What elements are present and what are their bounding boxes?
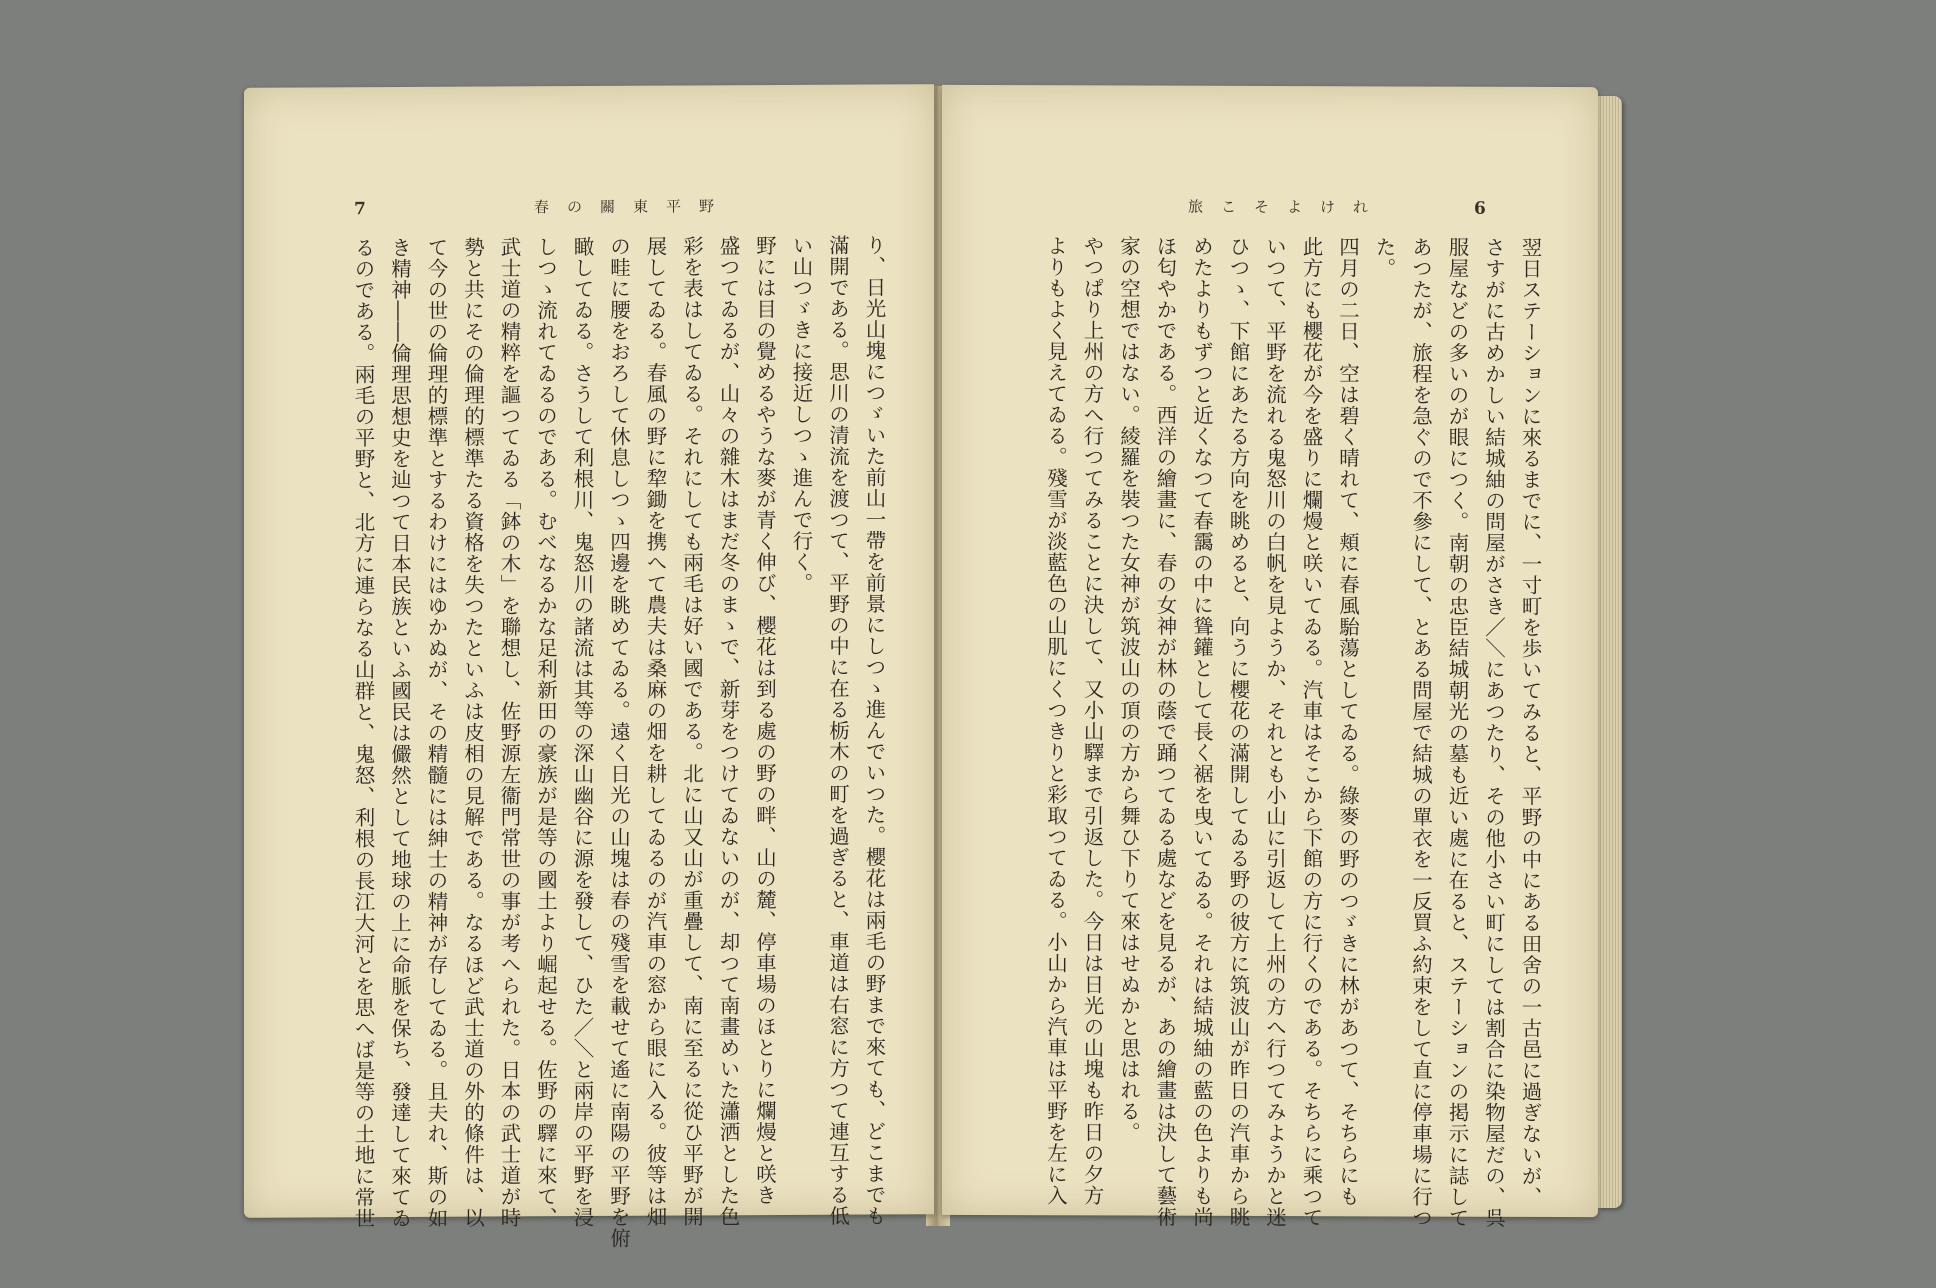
text-line: 滿開である。思川の清流を渡つて、平野の中に在る栃木の町を過ぎると、車道は右窓に方つて連互する低 [825, 234, 850, 1227]
text-line: 家の空想ではない。綾羅を裝つた女神が筑波山の頂の方から舞ひ下りて來はせぬかと思はれる。 [1116, 235, 1141, 1143]
text-line: き精神――倫理思想史を辿つて日本民族といふ國民は儼然として地球の上に命脈を保ち、發達して來てゐ [387, 236, 412, 1229]
text-line: るのである。兩毛の平野と、北方に連らなる山群と、鬼怒、利根の長江大河とを思へば是等の土地に常世 [351, 237, 375, 1229]
text-line: しつゝ流れてゐるのである。むべなるかな足利新田の豪族が是等の國土より崛起せる。佐野の驛に來て、 [533, 236, 558, 1228]
text-line: り、日光山塊につゞいた前山一帶を前景にしつゝ進んでいつた。櫻花は兩毛の野まで來ても、どこまでも [862, 234, 886, 1227]
text-line: さすがに古めかしい結城紬の問屋がさき／＼にあつたり、その他小さい町にしては割合に染物屋だの、呉 [1481, 236, 1506, 1229]
text-line: 勢と共にその倫理的標準たる資格を失つたといふは皮相の見解である。なるほど武士道の外的條件は、以 [460, 236, 485, 1229]
page-number: 6 [1474, 198, 1486, 219]
page-number: 7 [354, 199, 366, 220]
text-line: 彩を表はしてゐる。それにしても兩毛は好い國である。北に山又山が重疊して、南に至るに從ひ平野が開 [679, 235, 704, 1228]
text-line: やつぱり上州の方へ行つてみることに決して、又小山驛まで引返した。今日は日光の山塊も昨日の夕方 [1080, 235, 1104, 1207]
text-line: 瞰してゐる。さうして利根川、鬼怒川の諸流は其等の深山幽谷に源を發して、ひた／＼と兩岸の平野を浸 [570, 235, 594, 1228]
text-line: ほ匂やかである。西洋の繪畫に、春の女神が林の蔭で踊つてゐる處などを見るが、あの繪畫は決して藝術 [1153, 235, 1177, 1228]
open-book [236, 86, 1668, 1249]
text-line: いつて、平野を流れる鬼怒川の白帆を見ようか、それとも小山に引返して上州の方へ行つてみようかと迷 [1262, 235, 1287, 1228]
text-line: 翌日ステーションに來るまでに、一寸町を歩いてみると、平野の中にある田舍の一古邑に過ぎないが、 [1518, 236, 1542, 1208]
text-line: 武士道の精粹を謳つてゐる「鉢の木」を聯想し、佐野源左衞門常世の事が考へられた。日本の武士道が時 [497, 236, 521, 1229]
page-body-text [310, 234, 892, 1249]
text-line: い山つゞきに接近しつゝ進んで行く。 [789, 234, 813, 594]
text-line: 展してゐる。春風の野に犂鋤を携へて農夫は桑麻の畑を耕してゐるのが汽車の窓から眼に入る。彼等は畑 [643, 235, 667, 1228]
text-line: 四月の二日、空は碧く晴れて、頬に春風駘蕩としてゐる。綠麥の野のつゞきに林があつて、そちらにも [1335, 236, 1360, 1207]
text-line: 服屋などの多いのが眼につく。南朝の忠臣結城朝光の墓も近い處に在ると、ステーションの掲示に誌して [1445, 236, 1469, 1229]
text-line: よりもよく見えてゐる。殘雪が淡藍色の山肌にくつきりと彩取つてゐる。小山から汽車は平野を左に入 [1043, 235, 1068, 1206]
left-page [244, 84, 934, 1249]
running-head: 旅こそよけれ [1188, 197, 1387, 217]
page-edges [1598, 96, 1622, 1208]
text-line: の畦に腰をおろして休息しつゝ四邊を眺めてゐる。遠く日光の山塊は春の殘雪を載せて遙に南陽の平野を俯 [606, 235, 631, 1249]
text-line: めたよりもずつと近くなつて春靄の中に聳鑵として長く裾を曳いてゐる。それは結城紬の藍の色よりも尚 [1189, 235, 1214, 1228]
running-head: 春の關東平野 [534, 197, 733, 217]
text-line: あつたが、旅程を急ぐので不參にして、とある問屋で結城の單衣を一反買ふ約束をして直に停車場に行つ [1408, 236, 1433, 1229]
text-line: 此方にも櫻花が今を盛りに爛熳と咲いてゐる。汽車はそこから下館の方に行くのである。そちらに乘つて [1299, 236, 1323, 1228]
right-page [942, 85, 1598, 1229]
text-line: た。 [1372, 236, 1396, 279]
text-line: 野には目の覺めるやうな麥が青く伸び、櫻花は到る處の野の畔、山の麓、停車場のほとりに爛熳と咲き [752, 235, 777, 1206]
text-line: ひつゝ、下館にあたる方向を眺めると、向うに櫻花の滿開してゐる野の彼方に筑波山が昨日の汽車から眺 [1226, 235, 1250, 1228]
text-line: 盛つてゐるが、山々の雜木はまだ冬のまゝで、新芽をつけてゐないのが、却つて南畫めいた瀟洒とした色 [716, 235, 740, 1228]
text-line: て今の世の倫理的標準とするわけにはゆかぬが、その精髓には紳士の精神が存してゐる。且夫れ、斯の如 [424, 236, 448, 1229]
page-body-text [1002, 235, 1548, 1229]
